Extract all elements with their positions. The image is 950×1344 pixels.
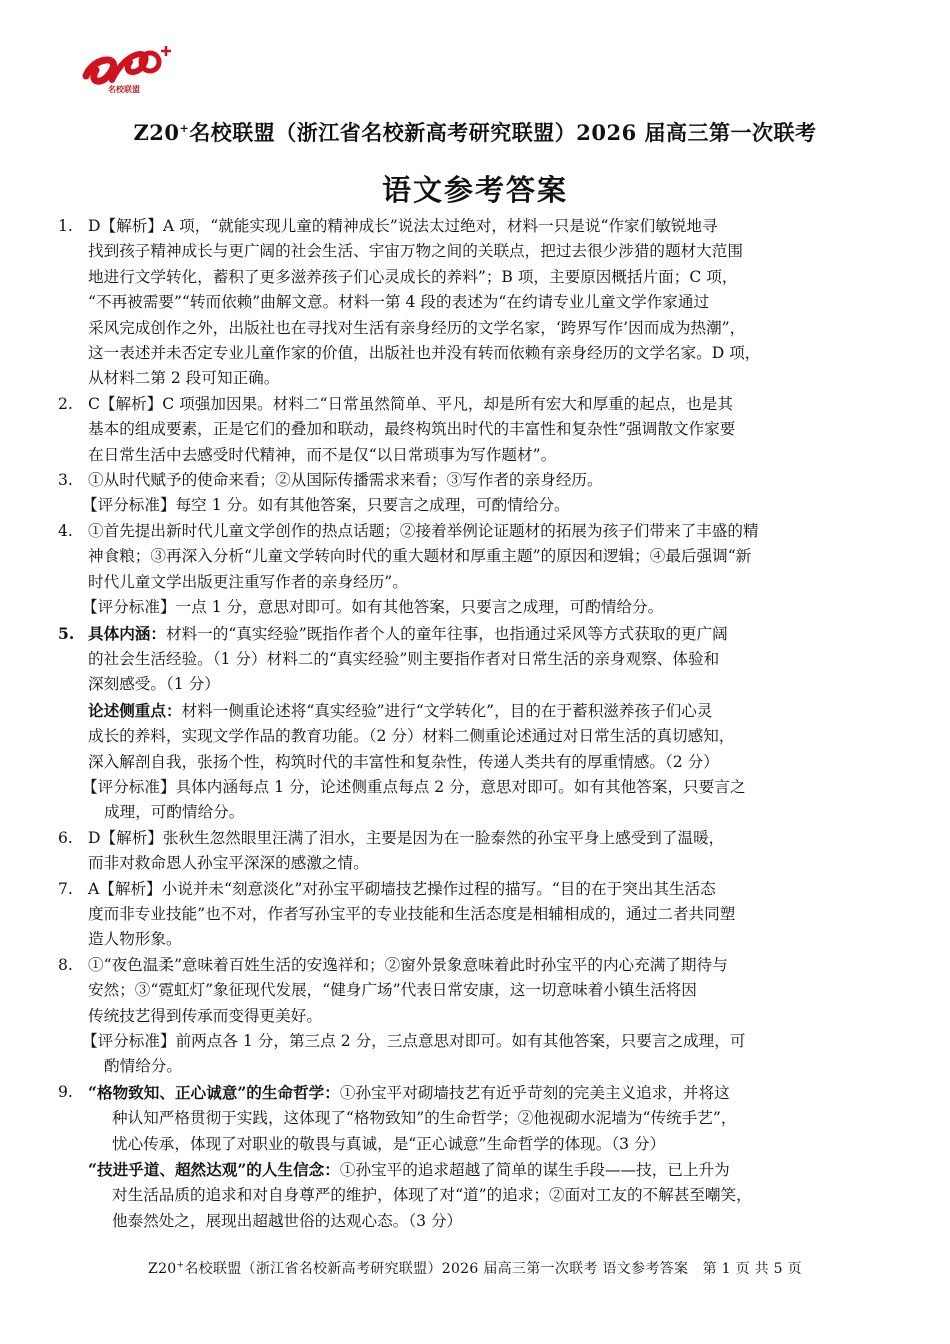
item-number: 9. bbox=[58, 1082, 73, 1101]
answer-line: D【解析】张秋生忽然眼里汪满了泪水，主要是因为在一脸泰然的孙宝平身上感受到了温暖， bbox=[88, 828, 725, 847]
answer-line: 在日常生活中去感受时代精神，而不是仅“以日常琐事为写作题材”。 bbox=[88, 445, 557, 464]
item-number: 6. bbox=[58, 828, 73, 847]
answer-line: “技进乎道、超然达观”的人生信念：①孙宝平的追求超越了简单的谋生手段——技，已上升为 bbox=[88, 1160, 730, 1180]
answer-line: D【解析】A 项，“就能实现儿童的精神成长”说法太过绝对，材料一只是说“作家们敏锐地寻 bbox=[88, 217, 718, 235]
section-label: 具体内涵： bbox=[88, 623, 166, 643]
answer-list bbox=[58, 214, 888, 1234]
grading-standard: 【评分标准】前两点各 1 分，第三点 2 分，三点意思对即可。如有其他答案，只要言之成理，可 bbox=[82, 1032, 746, 1050]
grading-standard-cont: 酌情给分。 bbox=[104, 1057, 182, 1076]
answer-line: ①“夜色温柔”意味着百姓生活的安逸祥和；②窗外景象意味着此时孙宝平的内心充满了期待与 bbox=[88, 955, 728, 974]
answer-line: 种认知严格贯彻于实践，这体现了“格物致知”的生命哲学；②他视砌水泥墙为“传统手艺”， bbox=[112, 1109, 737, 1128]
answer-line: 成长的养料，实现文学作品的教育功能。（2 分）材料二侧重论述通过对日常生活的真切感知， bbox=[88, 727, 735, 746]
answer-line: “格物致知、正心诚意”的生命哲学：①孙宝平对砌墙技艺有近乎苛刻的完美主义追求，并将这 bbox=[88, 1082, 730, 1102]
answer-line: 找到孩子精神成长与更广阔的社会生活、宇宙万物之间的关联点，把过去很少涉猎的题材大范围 bbox=[88, 242, 743, 261]
answer-line: 造人物形象。 bbox=[88, 930, 182, 949]
answer-item-8 bbox=[58, 953, 888, 1029]
answer-line: 而非对救命恩人孙宝平深深的感激之情。 bbox=[88, 854, 369, 873]
answer-line: 基本的组成要素，正是它们的叠加和联动，最终构筑出时代的丰富性和复杂性”强调散文作家要 bbox=[88, 420, 736, 439]
page-footer: Z20+名校联盟（浙江省名校新高考研究联盟）2026 届高三第一次联考 语文参考答案 第 1 页 共 5 页 bbox=[148, 1260, 802, 1277]
answer-line: C【解析】C 项强加因果。材料二“日常虽然简单、平凡，却是所有宏大和厚重的起点，也是其 bbox=[88, 394, 733, 413]
answer-item-2 bbox=[58, 392, 888, 468]
item-number: 2. bbox=[58, 394, 73, 413]
item-number: 1. bbox=[58, 217, 73, 235]
answer-line: 传统技艺得到传承而变得更美好。 bbox=[88, 1006, 322, 1025]
answer-item-3 bbox=[58, 468, 888, 493]
grading-standard: 【评分标准】每空 1 分。如有其他答案，只要言之成理，可酌情给分。 bbox=[82, 496, 570, 515]
answer-line: 这一表述并未否定专业儿童作家的价值，出版社也并没有转而依赖有亲身经历的文学名家。D 项， bbox=[88, 344, 761, 363]
item-number: 3. bbox=[58, 471, 73, 490]
answer-line: 对生活品质的追求和对自身尊严的维护，体现了对“道”的追求；②面对工友的不解甚至嘲笑， bbox=[112, 1186, 752, 1205]
answer-line: A【解析】小说并未“刻意淡化”对孙宝平砌墙技艺操作过程的描写。“目的在于突出其生活态 bbox=[88, 879, 716, 898]
answer-item-6 bbox=[58, 826, 888, 877]
answer-line: 从材料二第 2 段可知正确。 bbox=[88, 369, 280, 388]
section-label: “格物致知、正心诚意”的生命哲学： bbox=[88, 1082, 340, 1102]
answer-line: 的社会生活经验。（1 分）材料二的“真实经验”则主要指作者对日常生活的亲身观察、体验和 bbox=[88, 649, 720, 668]
answer-line: 深刻感受。（1 分） bbox=[88, 675, 220, 694]
answer-item-9 bbox=[58, 1080, 888, 1234]
item-number: 5. bbox=[58, 623, 75, 643]
answer-line: ①从时代赋予的使命来看；②从国际传播需求来看；③写作者的亲身经历。 bbox=[88, 471, 603, 490]
grading-standard: 【评分标准】一点 1 分，意思对即可。如有其他答案，只要言之成理，可酌情给分。 bbox=[82, 598, 664, 617]
answer-line: 深入解剖自我，张扬个性，构筑时代的丰富性和复杂性，传递人类共有的厚重情感。（2 分） bbox=[88, 752, 719, 771]
logo-text: 名校联盟 bbox=[108, 85, 140, 94]
grading-standard: 【评分标准】具体内涵每点 1 分，论述侧重点每点 2 分，意思对即可。如有其他答案，只要言之 bbox=[82, 777, 746, 796]
answer-line: 忧心传承，体现了对职业的敬畏与真诚，是“正心诚意”生命哲学的体现。（3 分） bbox=[112, 1134, 666, 1153]
section-label: “技进乎道、超然达观”的人生信念： bbox=[88, 1160, 340, 1180]
answer-item-5 bbox=[58, 621, 888, 775]
answer-line: 地进行文学转化，蓄积了更多滋养孩子们心灵成长的养料”；B 项，主要原因概括片面；C 项， bbox=[88, 267, 738, 286]
answer-line: “不再被需要”“转而依赖”曲解文意。材料一第 4 段的表述为“在约请专业儿童文学作家通过 bbox=[88, 293, 710, 312]
answer-line: 具体内涵：材料一的“真实经验”既指作者个人的童年往事，也指通过采风等方式获取的更广阔 bbox=[88, 623, 728, 643]
item-number: 8. bbox=[58, 955, 73, 974]
grading-standard-cont: 成理，可酌情给分。 bbox=[104, 803, 245, 822]
exam-title: Z20+名校联盟（浙江省名校新高考研究联盟）2026 届高三第一次联考 bbox=[133, 120, 817, 145]
answer-line: 采风完成创作之外，出版社也在寻找对生活有亲身经历的文学名家，‘跨界写作’因而成为热潮”， bbox=[88, 318, 746, 337]
answer-line: 安然；③“霓虹灯”象征现代发展，“健身广场”代表日常安康，这一切意味着小镇生活将因 bbox=[88, 981, 697, 1000]
answer-line: 论述侧重点：材料一侧重论述将“真实经验”进行“文学转化”，目的在于蓄积滋养孩子们心灵 bbox=[88, 700, 713, 720]
answer-item-1 bbox=[58, 214, 888, 392]
answer-line: ①首先提出新时代儿童文学创作的热点话题；②接着举例论证题材的拓展为孩子们带来了丰盛的精 bbox=[88, 521, 759, 540]
page-title: 语文参考答案 bbox=[381, 173, 568, 207]
section-label: 论述侧重点： bbox=[88, 700, 182, 720]
answer-line: 神食粮；③再深入分析“儿童文学转向时代的重大题材和厚重主题”的原因和逻辑；④最后强调“新 bbox=[88, 547, 752, 566]
answer-line: 时代儿童文学出版更注重写作者的亲身经历”。 bbox=[88, 572, 408, 591]
item-number: 4. bbox=[58, 521, 73, 540]
item-number: 7. bbox=[58, 879, 73, 898]
answer-item-7 bbox=[58, 877, 888, 953]
answer-line: 度而非专业技能”也不对，作者写孙宝平的专业技能和生活态度是相辅相成的，通过二者共同塑 bbox=[88, 904, 736, 923]
answer-item-4 bbox=[58, 519, 888, 595]
answer-line: 他泰然处之，展现出超越世俗的达观心态。（3 分） bbox=[112, 1211, 463, 1230]
